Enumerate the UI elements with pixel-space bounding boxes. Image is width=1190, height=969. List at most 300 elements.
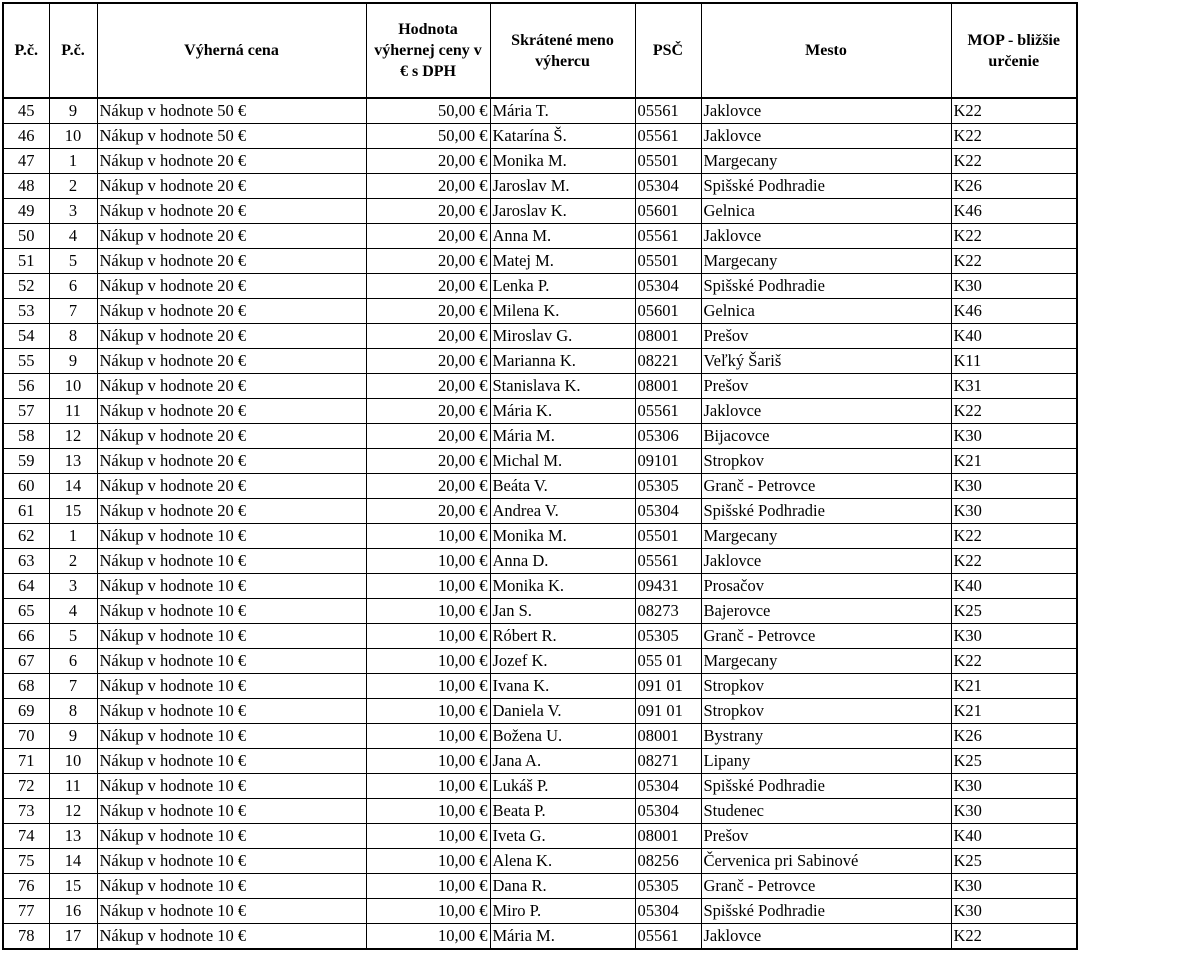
table-row — [3, 98, 1077, 124]
cell-postal-code: 08221 — [635, 349, 701, 374]
cell-prize: Nákup v hodnote 10 € — [97, 549, 366, 574]
cell-city: Jaklovce — [701, 399, 951, 424]
cell-mop: K30 — [951, 424, 1077, 449]
cell-winner-name: Beáta V. — [490, 474, 635, 499]
cell-sub-order-number: 2 — [49, 174, 97, 199]
cell-prize-value: 10,00 € — [366, 599, 490, 624]
cell-city: Gelnica — [701, 199, 951, 224]
cell-mop: K40 — [951, 574, 1077, 599]
cell-sub-order-number: 7 — [49, 299, 97, 324]
cell-postal-code: 05501 — [635, 524, 701, 549]
table-body — [3, 98, 1077, 949]
cell-winner-name: Jan S. — [490, 599, 635, 624]
table-row — [3, 349, 1077, 374]
cell-prize-value: 20,00 € — [366, 374, 490, 399]
cell-postal-code: 08001 — [635, 374, 701, 399]
cell-postal-code: 09431 — [635, 574, 701, 599]
cell-mop: K21 — [951, 674, 1077, 699]
cell-prize: Nákup v hodnote 10 € — [97, 574, 366, 599]
cell-order-number: 64 — [3, 574, 49, 599]
cell-postal-code: 08271 — [635, 749, 701, 774]
cell-prize-value: 20,00 € — [366, 324, 490, 349]
cell-mop: K40 — [951, 824, 1077, 849]
cell-winner-name: Miroslav G. — [490, 324, 635, 349]
cell-sub-order-number: 9 — [49, 98, 97, 124]
table-row — [3, 549, 1077, 574]
cell-postal-code: 05305 — [635, 474, 701, 499]
cell-mop: K30 — [951, 499, 1077, 524]
table-row — [3, 224, 1077, 249]
cell-city: Jaklovce — [701, 924, 951, 950]
cell-city: Prešov — [701, 374, 951, 399]
cell-winner-name: Jana A. — [490, 749, 635, 774]
cell-mop: K21 — [951, 699, 1077, 724]
cell-prize: Nákup v hodnote 10 € — [97, 624, 366, 649]
cell-postal-code: 05501 — [635, 149, 701, 174]
cell-city: Studenec — [701, 799, 951, 824]
cell-order-number: 49 — [3, 199, 49, 224]
cell-mop: K22 — [951, 149, 1077, 174]
cell-prize-value: 10,00 € — [366, 924, 490, 950]
cell-mop: K30 — [951, 774, 1077, 799]
cell-prize: Nákup v hodnote 10 € — [97, 799, 366, 824]
cell-postal-code: 08273 — [635, 599, 701, 624]
cell-prize-value: 20,00 € — [366, 424, 490, 449]
cell-winner-name: Milena K. — [490, 299, 635, 324]
header-prize: Výherná cena — [97, 3, 366, 98]
cell-prize-value: 10,00 € — [366, 849, 490, 874]
cell-prize: Nákup v hodnote 50 € — [97, 98, 366, 124]
table-row — [3, 274, 1077, 299]
winners-table — [2, 2, 1078, 950]
cell-order-number: 70 — [3, 724, 49, 749]
cell-prize-value: 20,00 € — [366, 399, 490, 424]
cell-postal-code: 08001 — [635, 824, 701, 849]
cell-mop: K31 — [951, 374, 1077, 399]
cell-postal-code: 05561 — [635, 124, 701, 149]
cell-prize: Nákup v hodnote 20 € — [97, 249, 366, 274]
cell-order-number: 56 — [3, 374, 49, 399]
cell-order-number: 66 — [3, 624, 49, 649]
table-row — [3, 424, 1077, 449]
cell-winner-name: Monika K. — [490, 574, 635, 599]
cell-mop: K22 — [951, 649, 1077, 674]
cell-winner-name: Anna D. — [490, 549, 635, 574]
cell-city: Prešov — [701, 324, 951, 349]
cell-prize-value: 10,00 € — [366, 799, 490, 824]
cell-postal-code: 05304 — [635, 799, 701, 824]
cell-postal-code: 05561 — [635, 399, 701, 424]
cell-winner-name: Ivana K. — [490, 674, 635, 699]
table-row — [3, 774, 1077, 799]
cell-prize-value: 20,00 € — [366, 299, 490, 324]
cell-postal-code: 05305 — [635, 874, 701, 899]
cell-order-number: 74 — [3, 824, 49, 849]
cell-prize-value: 20,00 € — [366, 499, 490, 524]
cell-sub-order-number: 12 — [49, 424, 97, 449]
cell-postal-code: 091 01 — [635, 674, 701, 699]
cell-prize: Nákup v hodnote 20 € — [97, 374, 366, 399]
cell-sub-order-number: 15 — [49, 499, 97, 524]
cell-prize-value: 50,00 € — [366, 98, 490, 124]
cell-sub-order-number: 3 — [49, 199, 97, 224]
cell-prize: Nákup v hodnote 20 € — [97, 274, 366, 299]
cell-mop: K11 — [951, 349, 1077, 374]
cell-mop: K40 — [951, 324, 1077, 349]
cell-order-number: 67 — [3, 649, 49, 674]
cell-prize: Nákup v hodnote 20 € — [97, 449, 366, 474]
cell-prize: Nákup v hodnote 20 € — [97, 299, 366, 324]
table-row — [3, 374, 1077, 399]
header-winner-name: Skrátené meno výhercu — [490, 3, 635, 98]
table-row — [3, 249, 1077, 274]
cell-mop: K25 — [951, 849, 1077, 874]
cell-postal-code: 05305 — [635, 624, 701, 649]
cell-postal-code: 05561 — [635, 98, 701, 124]
cell-winner-name: Alena K. — [490, 849, 635, 874]
cell-sub-order-number: 8 — [49, 324, 97, 349]
cell-prize-value: 20,00 € — [366, 349, 490, 374]
cell-postal-code: 05304 — [635, 899, 701, 924]
table-row — [3, 899, 1077, 924]
cell-mop: K22 — [951, 124, 1077, 149]
cell-sub-order-number: 15 — [49, 874, 97, 899]
table-row — [3, 574, 1077, 599]
cell-prize: Nákup v hodnote 20 € — [97, 349, 366, 374]
cell-city: Stropkov — [701, 699, 951, 724]
cell-sub-order-number: 14 — [49, 849, 97, 874]
table-row — [3, 124, 1077, 149]
cell-mop: K30 — [951, 624, 1077, 649]
table-row — [3, 524, 1077, 549]
cell-city: Margecany — [701, 249, 951, 274]
cell-order-number: 68 — [3, 674, 49, 699]
cell-mop: K30 — [951, 799, 1077, 824]
cell-city: Spišské Podhradie — [701, 499, 951, 524]
cell-prize: Nákup v hodnote 10 € — [97, 924, 366, 950]
table-row — [3, 924, 1077, 950]
table-row — [3, 724, 1077, 749]
cell-sub-order-number: 13 — [49, 824, 97, 849]
cell-city: Granč - Petrovce — [701, 624, 951, 649]
cell-winner-name: Daniela V. — [490, 699, 635, 724]
cell-city: Spišské Podhradie — [701, 274, 951, 299]
cell-mop: K30 — [951, 874, 1077, 899]
cell-prize-value: 20,00 € — [366, 449, 490, 474]
cell-order-number: 47 — [3, 149, 49, 174]
cell-order-number: 77 — [3, 899, 49, 924]
table-row — [3, 449, 1077, 474]
cell-order-number: 75 — [3, 849, 49, 874]
cell-order-number: 78 — [3, 924, 49, 950]
cell-city: Granč - Petrovce — [701, 474, 951, 499]
cell-city: Jaklovce — [701, 98, 951, 124]
cell-prize: Nákup v hodnote 10 € — [97, 524, 366, 549]
cell-order-number: 65 — [3, 599, 49, 624]
cell-prize-value: 10,00 € — [366, 574, 490, 599]
cell-sub-order-number: 12 — [49, 799, 97, 824]
cell-city: Margecany — [701, 149, 951, 174]
cell-order-number: 63 — [3, 549, 49, 574]
cell-city: Granč - Petrovce — [701, 874, 951, 899]
cell-prize: Nákup v hodnote 10 € — [97, 699, 366, 724]
cell-city: Margecany — [701, 649, 951, 674]
cell-prize-value: 10,00 € — [366, 774, 490, 799]
cell-postal-code: 08001 — [635, 724, 701, 749]
cell-city: Bystrany — [701, 724, 951, 749]
cell-prize-value: 10,00 € — [366, 824, 490, 849]
cell-prize: Nákup v hodnote 10 € — [97, 899, 366, 924]
cell-prize-value: 20,00 € — [366, 199, 490, 224]
cell-order-number: 73 — [3, 799, 49, 824]
cell-prize-value: 10,00 € — [366, 649, 490, 674]
cell-prize: Nákup v hodnote 10 € — [97, 724, 366, 749]
cell-sub-order-number: 10 — [49, 124, 97, 149]
cell-prize-value: 20,00 € — [366, 274, 490, 299]
cell-sub-order-number: 11 — [49, 399, 97, 424]
cell-city: Margecany — [701, 524, 951, 549]
cell-prize-value: 10,00 € — [366, 699, 490, 724]
cell-sub-order-number: 9 — [49, 724, 97, 749]
cell-winner-name: Stanislava K. — [490, 374, 635, 399]
cell-mop: K22 — [951, 399, 1077, 424]
cell-winner-name: Róbert R. — [490, 624, 635, 649]
cell-winner-name: Mária M. — [490, 424, 635, 449]
cell-winner-name: Jaroslav K. — [490, 199, 635, 224]
cell-prize: Nákup v hodnote 20 € — [97, 499, 366, 524]
cell-sub-order-number: 6 — [49, 274, 97, 299]
cell-mop: K25 — [951, 749, 1077, 774]
table-row — [3, 299, 1077, 324]
cell-winner-name: Lenka P. — [490, 274, 635, 299]
cell-mop: K46 — [951, 299, 1077, 324]
cell-sub-order-number: 10 — [49, 374, 97, 399]
cell-prize: Nákup v hodnote 20 € — [97, 199, 366, 224]
table-row — [3, 824, 1077, 849]
cell-prize-value: 10,00 € — [366, 549, 490, 574]
cell-winner-name: Jaroslav M. — [490, 174, 635, 199]
cell-mop: K22 — [951, 924, 1077, 950]
cell-sub-order-number: 2 — [49, 549, 97, 574]
cell-prize-value: 20,00 € — [366, 249, 490, 274]
cell-prize: Nákup v hodnote 20 € — [97, 399, 366, 424]
cell-order-number: 46 — [3, 124, 49, 149]
table-row — [3, 799, 1077, 824]
cell-prize: Nákup v hodnote 10 € — [97, 774, 366, 799]
cell-order-number: 54 — [3, 324, 49, 349]
table-row — [3, 624, 1077, 649]
cell-city: Spišské Podhradie — [701, 774, 951, 799]
table-row — [3, 749, 1077, 774]
cell-winner-name: Matej M. — [490, 249, 635, 274]
cell-city: Prešov — [701, 824, 951, 849]
cell-sub-order-number: 5 — [49, 624, 97, 649]
cell-prize: Nákup v hodnote 10 € — [97, 874, 366, 899]
cell-sub-order-number: 1 — [49, 524, 97, 549]
cell-prize: Nákup v hodnote 10 € — [97, 749, 366, 774]
cell-postal-code: 05306 — [635, 424, 701, 449]
cell-prize-value: 20,00 € — [366, 174, 490, 199]
cell-prize-value: 10,00 € — [366, 524, 490, 549]
cell-sub-order-number: 16 — [49, 899, 97, 924]
cell-city: Stropkov — [701, 449, 951, 474]
cell-winner-name: Dana R. — [490, 874, 635, 899]
cell-prize: Nákup v hodnote 10 € — [97, 824, 366, 849]
cell-city: Červenica pri Sabinové — [701, 849, 951, 874]
cell-mop: K46 — [951, 199, 1077, 224]
cell-winner-name: Andrea V. — [490, 499, 635, 524]
cell-mop: K21 — [951, 449, 1077, 474]
table-row — [3, 499, 1077, 524]
cell-city: Gelnica — [701, 299, 951, 324]
cell-postal-code: 05304 — [635, 174, 701, 199]
cell-sub-order-number: 3 — [49, 574, 97, 599]
cell-prize: Nákup v hodnote 20 € — [97, 324, 366, 349]
cell-sub-order-number: 17 — [49, 924, 97, 950]
cell-city: Veľký Šariš — [701, 349, 951, 374]
header-sub-order-number: P.č. — [49, 3, 97, 98]
cell-winner-name: Monika M. — [490, 149, 635, 174]
cell-mop: K26 — [951, 724, 1077, 749]
cell-order-number: 60 — [3, 474, 49, 499]
cell-mop: K22 — [951, 98, 1077, 124]
table-row — [3, 149, 1077, 174]
cell-postal-code: 05561 — [635, 549, 701, 574]
cell-mop: K30 — [951, 274, 1077, 299]
cell-postal-code: 091 01 — [635, 699, 701, 724]
cell-winner-name: Monika M. — [490, 524, 635, 549]
cell-mop: K26 — [951, 174, 1077, 199]
header-prize-value: Hodnota výhernej ceny v € s DPH — [366, 3, 490, 98]
cell-sub-order-number: 13 — [49, 449, 97, 474]
cell-prize-value: 10,00 € — [366, 899, 490, 924]
cell-mop: K30 — [951, 899, 1077, 924]
cell-city: Bijacovce — [701, 424, 951, 449]
cell-postal-code: 05561 — [635, 924, 701, 950]
cell-order-number: 52 — [3, 274, 49, 299]
cell-prize-value: 10,00 € — [366, 724, 490, 749]
cell-prize: Nákup v hodnote 10 € — [97, 649, 366, 674]
cell-order-number: 57 — [3, 399, 49, 424]
cell-postal-code: 055 01 — [635, 649, 701, 674]
cell-postal-code: 09101 — [635, 449, 701, 474]
cell-mop: K22 — [951, 524, 1077, 549]
cell-prize: Nákup v hodnote 50 € — [97, 124, 366, 149]
cell-city: Jaklovce — [701, 549, 951, 574]
cell-order-number: 76 — [3, 874, 49, 899]
cell-sub-order-number: 1 — [49, 149, 97, 174]
cell-city: Spišské Podhradie — [701, 899, 951, 924]
cell-winner-name: Mária T. — [490, 98, 635, 124]
cell-prize: Nákup v hodnote 10 € — [97, 599, 366, 624]
cell-prize: Nákup v hodnote 20 € — [97, 149, 366, 174]
cell-winner-name: Iveta G. — [490, 824, 635, 849]
cell-order-number: 58 — [3, 424, 49, 449]
cell-sub-order-number: 11 — [49, 774, 97, 799]
cell-prize: Nákup v hodnote 10 € — [97, 849, 366, 874]
cell-order-number: 71 — [3, 749, 49, 774]
cell-order-number: 59 — [3, 449, 49, 474]
cell-prize: Nákup v hodnote 20 € — [97, 424, 366, 449]
cell-postal-code: 05561 — [635, 224, 701, 249]
table-row — [3, 699, 1077, 724]
cell-prize-value: 20,00 € — [366, 474, 490, 499]
cell-mop: K22 — [951, 224, 1077, 249]
cell-prize-value: 20,00 € — [366, 224, 490, 249]
cell-winner-name: Marianna K. — [490, 349, 635, 374]
cell-postal-code: 08256 — [635, 849, 701, 874]
cell-sub-order-number: 7 — [49, 674, 97, 699]
cell-sub-order-number: 4 — [49, 224, 97, 249]
cell-winner-name: Miro P. — [490, 899, 635, 924]
cell-city: Prosačov — [701, 574, 951, 599]
cell-winner-name: Mária M. — [490, 924, 635, 950]
cell-order-number: 48 — [3, 174, 49, 199]
cell-sub-order-number: 5 — [49, 249, 97, 274]
cell-sub-order-number: 10 — [49, 749, 97, 774]
cell-order-number: 55 — [3, 349, 49, 374]
table-row — [3, 174, 1077, 199]
cell-order-number: 51 — [3, 249, 49, 274]
cell-winner-name: Katarína Š. — [490, 124, 635, 149]
cell-order-number: 61 — [3, 499, 49, 524]
cell-city: Stropkov — [701, 674, 951, 699]
cell-sub-order-number: 4 — [49, 599, 97, 624]
header-city: Mesto — [701, 3, 951, 98]
cell-mop: K22 — [951, 249, 1077, 274]
table-row — [3, 599, 1077, 624]
cell-order-number: 53 — [3, 299, 49, 324]
cell-winner-name: Mária K. — [490, 399, 635, 424]
table-row — [3, 874, 1077, 899]
cell-city: Spišské Podhradie — [701, 174, 951, 199]
cell-order-number: 45 — [3, 98, 49, 124]
cell-city: Jaklovce — [701, 124, 951, 149]
header-mop: MOP - bližšie určenie — [951, 3, 1077, 98]
cell-order-number: 72 — [3, 774, 49, 799]
cell-postal-code: 05601 — [635, 199, 701, 224]
cell-winner-name: Michal M. — [490, 449, 635, 474]
cell-city: Lipany — [701, 749, 951, 774]
cell-prize: Nákup v hodnote 20 € — [97, 224, 366, 249]
table-row — [3, 849, 1077, 874]
cell-postal-code: 05501 — [635, 249, 701, 274]
cell-postal-code: 05601 — [635, 299, 701, 324]
cell-postal-code: 05304 — [635, 774, 701, 799]
table-row — [3, 474, 1077, 499]
cell-prize-value: 20,00 € — [366, 149, 490, 174]
header-row — [3, 3, 1077, 98]
cell-postal-code: 05304 — [635, 499, 701, 524]
cell-city: Jaklovce — [701, 224, 951, 249]
cell-city: Bajerovce — [701, 599, 951, 624]
cell-mop: K22 — [951, 549, 1077, 574]
cell-prize-value: 10,00 € — [366, 874, 490, 899]
table-row — [3, 399, 1077, 424]
cell-prize-value: 10,00 € — [366, 749, 490, 774]
cell-winner-name: Anna M. — [490, 224, 635, 249]
cell-sub-order-number: 14 — [49, 474, 97, 499]
cell-sub-order-number: 8 — [49, 699, 97, 724]
cell-order-number: 62 — [3, 524, 49, 549]
cell-winner-name: Jozef K. — [490, 649, 635, 674]
cell-winner-name: Beata P. — [490, 799, 635, 824]
cell-winner-name: Božena U. — [490, 724, 635, 749]
cell-postal-code: 05304 — [635, 274, 701, 299]
table-row — [3, 649, 1077, 674]
cell-sub-order-number: 6 — [49, 649, 97, 674]
cell-order-number: 69 — [3, 699, 49, 724]
